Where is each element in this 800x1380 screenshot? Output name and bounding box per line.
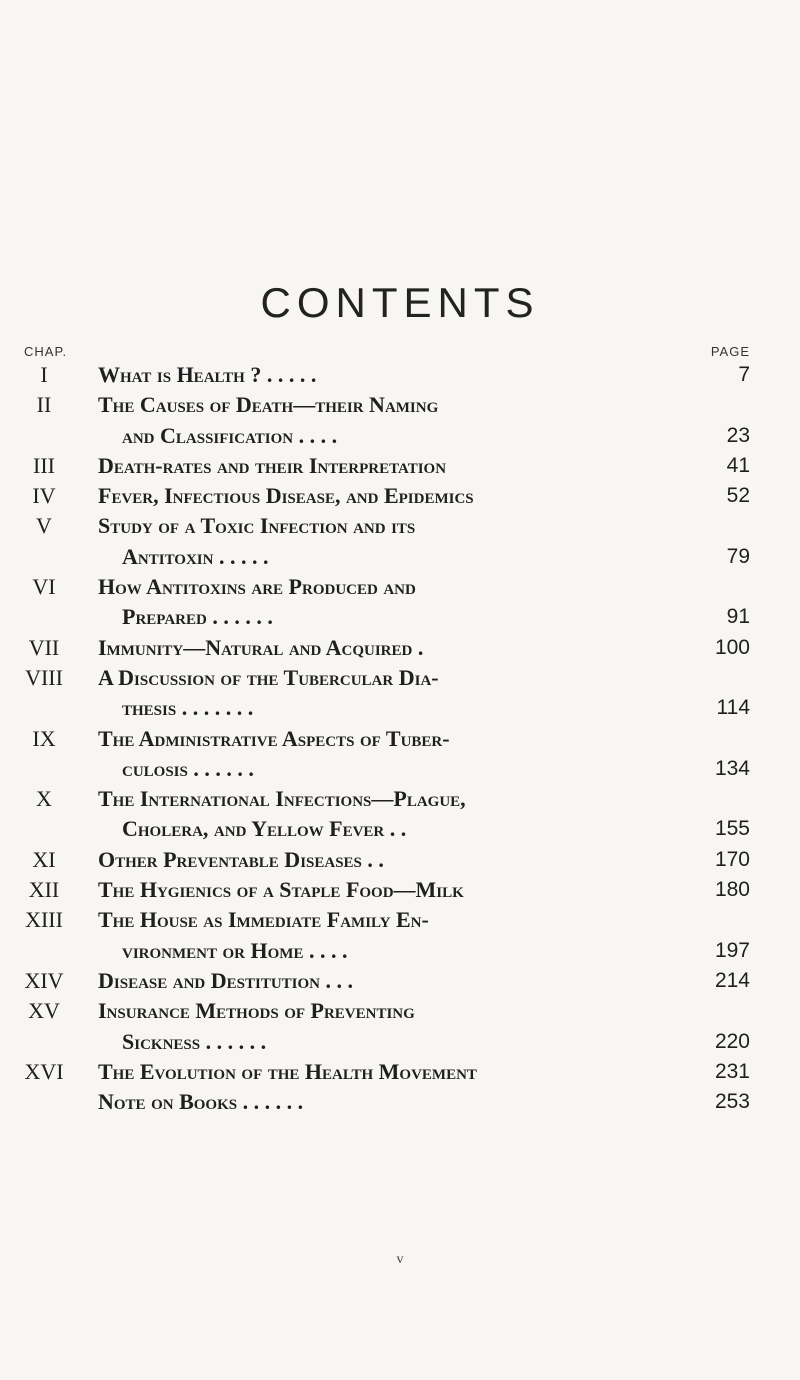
page-number: 100 bbox=[714, 635, 750, 659]
chapter-number: I bbox=[40, 362, 48, 387]
chapter-number: V bbox=[36, 513, 52, 539]
page-number: 52 bbox=[726, 484, 750, 508]
page-number: 41 bbox=[726, 453, 750, 477]
chapter-title: vironment or Home . . . . bbox=[122, 937, 348, 963]
page-number: 7 bbox=[738, 363, 750, 386]
toc-entry-continuation bbox=[0, 602, 800, 632]
page-folio: v bbox=[396, 1252, 404, 1267]
table-of-contents bbox=[0, 360, 800, 1117]
toc-entry-line bbox=[0, 481, 800, 511]
chapter-title: The International Infections—Plague, bbox=[98, 786, 466, 812]
toc-entry-continuation bbox=[0, 542, 800, 572]
toc-entry[interactable] bbox=[0, 905, 800, 966]
page-number: 91 bbox=[726, 605, 750, 629]
toc-entry[interactable] bbox=[0, 875, 800, 905]
chapter-number: XI bbox=[32, 846, 56, 872]
page-number: 155 bbox=[714, 817, 750, 841]
page-number: 134 bbox=[714, 756, 750, 780]
chapter-title: How Antitoxins are Produced and bbox=[98, 574, 416, 600]
toc-entry-continuation bbox=[0, 421, 800, 451]
chapter-number: XIII bbox=[25, 907, 63, 933]
toc-entry[interactable] bbox=[0, 1087, 800, 1117]
chapter-title: The House as Immediate Family En- bbox=[98, 907, 429, 933]
chapter-title: The Administrative Aspects of Tuber- bbox=[98, 725, 450, 751]
toc-entry[interactable] bbox=[0, 784, 800, 845]
toc-entry-line bbox=[0, 1087, 800, 1117]
chapter-title: The Evolution of the Health Movement bbox=[98, 1058, 477, 1084]
page-title: CONTENTS bbox=[260, 279, 540, 326]
page-number: 79 bbox=[726, 544, 750, 568]
chapter-column-header: CHAP. bbox=[24, 344, 68, 359]
chapter-title: Disease and Destitution . . . bbox=[98, 967, 354, 993]
toc-entry-line bbox=[0, 663, 800, 693]
chapter-number: XVI bbox=[24, 1058, 64, 1084]
chapter-title: and Classification . . . . bbox=[122, 422, 338, 448]
toc-entry-line bbox=[0, 784, 800, 814]
toc-entry-line bbox=[0, 966, 800, 996]
chapter-number: IV bbox=[32, 483, 56, 509]
toc-entry[interactable] bbox=[0, 481, 800, 511]
chapter-title: Antitoxin . . . . . bbox=[122, 543, 269, 569]
chapter-number: VII bbox=[28, 634, 60, 660]
toc-entry[interactable] bbox=[0, 845, 800, 875]
chapter-title: What is Health ? . . . . . bbox=[98, 362, 317, 387]
toc-entry-line bbox=[0, 572, 800, 602]
page-number: 220 bbox=[714, 1029, 750, 1053]
chapter-number: VI bbox=[32, 574, 56, 600]
chapter-title: culosis . . . . . . bbox=[122, 755, 254, 781]
chapter-title: Fever, Infectious Disease, and Epidemics bbox=[98, 483, 474, 509]
page-number: 170 bbox=[714, 847, 750, 871]
toc-entry[interactable] bbox=[0, 966, 800, 996]
toc-entry-continuation bbox=[0, 936, 800, 966]
toc-entry[interactable] bbox=[0, 511, 800, 572]
toc-entry[interactable] bbox=[0, 724, 800, 785]
chapter-title: The Hygienics of a Staple Food—Milk bbox=[98, 877, 464, 903]
toc-entry-continuation bbox=[0, 754, 800, 784]
chapter-number: X bbox=[36, 786, 52, 812]
chapter-number: VIII bbox=[25, 664, 63, 690]
toc-entry[interactable] bbox=[0, 451, 800, 481]
chapter-title: Sickness . . . . . . bbox=[122, 1028, 267, 1054]
toc-entry-continuation bbox=[0, 1027, 800, 1057]
toc-entry-line bbox=[0, 875, 800, 905]
toc-entry-line bbox=[0, 360, 800, 390]
page-number: 23 bbox=[726, 423, 750, 447]
chapter-number: XII bbox=[28, 877, 60, 903]
toc-entry-continuation bbox=[0, 693, 800, 723]
toc-entry[interactable] bbox=[0, 1057, 800, 1087]
chapter-title: Cholera, and Yellow Fever . . bbox=[122, 816, 407, 842]
toc-entry-line bbox=[0, 996, 800, 1026]
page-number: 180 bbox=[714, 878, 750, 902]
chapter-number: IX bbox=[32, 725, 56, 751]
chapter-title: Prepared . . . . . . bbox=[122, 604, 273, 630]
toc-entry-line bbox=[0, 451, 800, 481]
toc-entry-line bbox=[0, 1057, 800, 1087]
toc-entry-line bbox=[0, 633, 800, 663]
toc-entry-line bbox=[0, 724, 800, 754]
page-number: 231 bbox=[714, 1059, 750, 1083]
toc-entry-line bbox=[0, 390, 800, 420]
page-number: 197 bbox=[714, 938, 750, 962]
toc-entry[interactable] bbox=[0, 390, 800, 451]
chapter-title: Insurance Methods of Preventing bbox=[98, 998, 415, 1024]
toc-entry[interactable] bbox=[0, 572, 800, 633]
chapter-number: XV bbox=[28, 998, 60, 1024]
chapter-title: A Discussion of the Tubercular Dia- bbox=[98, 664, 439, 690]
page-number: 253 bbox=[714, 1090, 750, 1114]
toc-entry-line bbox=[0, 511, 800, 541]
page-number: 114 bbox=[716, 696, 750, 720]
chapter-title: Immunity—Natural and Acquired . bbox=[98, 634, 424, 660]
toc-entry-continuation bbox=[0, 814, 800, 844]
page-column-header: PAGE bbox=[710, 344, 750, 359]
toc-entry[interactable] bbox=[0, 996, 800, 1057]
chapter-title: The Causes of Death—their Naming bbox=[98, 392, 439, 418]
toc-entry[interactable] bbox=[0, 663, 800, 724]
chapter-title: Other Preventable Diseases . . bbox=[98, 846, 384, 872]
page-number: 214 bbox=[714, 968, 750, 992]
toc-entry-line bbox=[0, 905, 800, 935]
toc-entry[interactable] bbox=[0, 633, 800, 663]
chapter-title: thesis . . . . . . . bbox=[122, 695, 254, 721]
toc-entry[interactable] bbox=[0, 360, 800, 390]
chapter-title: Study of a Toxic Infection and its bbox=[98, 513, 416, 539]
chapter-title: Death-rates and their Interpretation bbox=[98, 452, 447, 478]
chapter-title: Note on Books . . . . . . bbox=[98, 1089, 304, 1115]
chapter-number: XIV bbox=[24, 967, 64, 993]
toc-entry-line bbox=[0, 845, 800, 875]
chapter-number: II bbox=[36, 392, 52, 418]
chapter-number: III bbox=[33, 452, 55, 478]
